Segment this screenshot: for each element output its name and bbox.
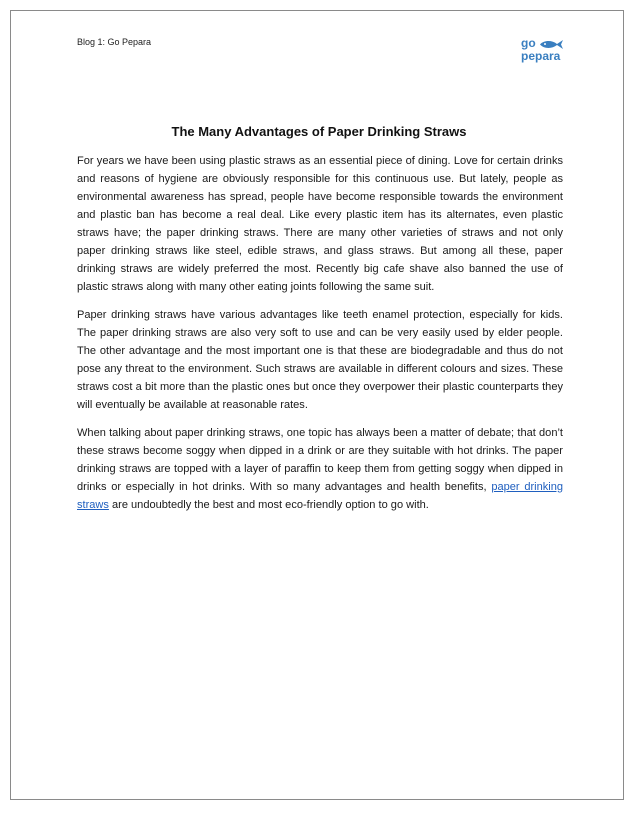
paragraph-2: Paper drinking straws have various advantages like teeth enamel protection, especially for kids. The paper drinking straws are also very soft to use and can be very easily used by elder people. The other advantage and the most important one is that these are biodegradable and thus do not pose any threat to the environment. Such straws are available in different colours and sizes. These straws cost a bit more than the plastic ones but once they overpower their plastic counterparts they will eventually be available at reasonable rates. — [77, 309, 563, 411]
logo-text-pepara: pepara — [521, 49, 561, 63]
document-body — [77, 152, 563, 524]
paper-drinking-straws-link[interactable]: paper drinking straws — [77, 481, 564, 511]
paragraph-3-text-after-link: are undoubtedly the best and most eco-friendly option to go with. — [108, 499, 429, 511]
document-title: The Many Advantages of Paper Drinking Straws — [171, 124, 467, 139]
paragraph-3-text-before-link: When talking about paper drinking straws, one topic has always been a matter of debate; that don’t these straws become soggy when dipped in a drink or are they suitable with hot drinks. The paper drinking straws are topped with a layer of paraffin to keep them from getting soggy when dipped in drinks or especially in hot drinks. With so many advantages and health benefits, — [77, 427, 563, 493]
logo-text-go: go — [521, 36, 536, 50]
paragraph-1: For years we have been using plastic straws as an essential piece of dining. Love for certain drinks and reasons of hygiene are obviously responsible for this continuous use. But lately, people as environmental awareness has spread, people have become responsible towards the environment and plastic ban has become a real deal. Like every plastic item has its alternates, even plastic straws have; the paper drinking straws. There are many other varieties of straws and not only paper drinking straws like steel, edible straws, and glass straws. But among all these, paper drinking straws are widely preferred the most. Recently big cafe shave also banned the use of plastic straws along with many other eating joints following the same suit. — [77, 155, 563, 293]
gopepara-logo — [521, 38, 567, 64]
header-label: Blog 1: Go Pepara — [77, 37, 152, 47]
paragraph-3 — [77, 424, 563, 514]
